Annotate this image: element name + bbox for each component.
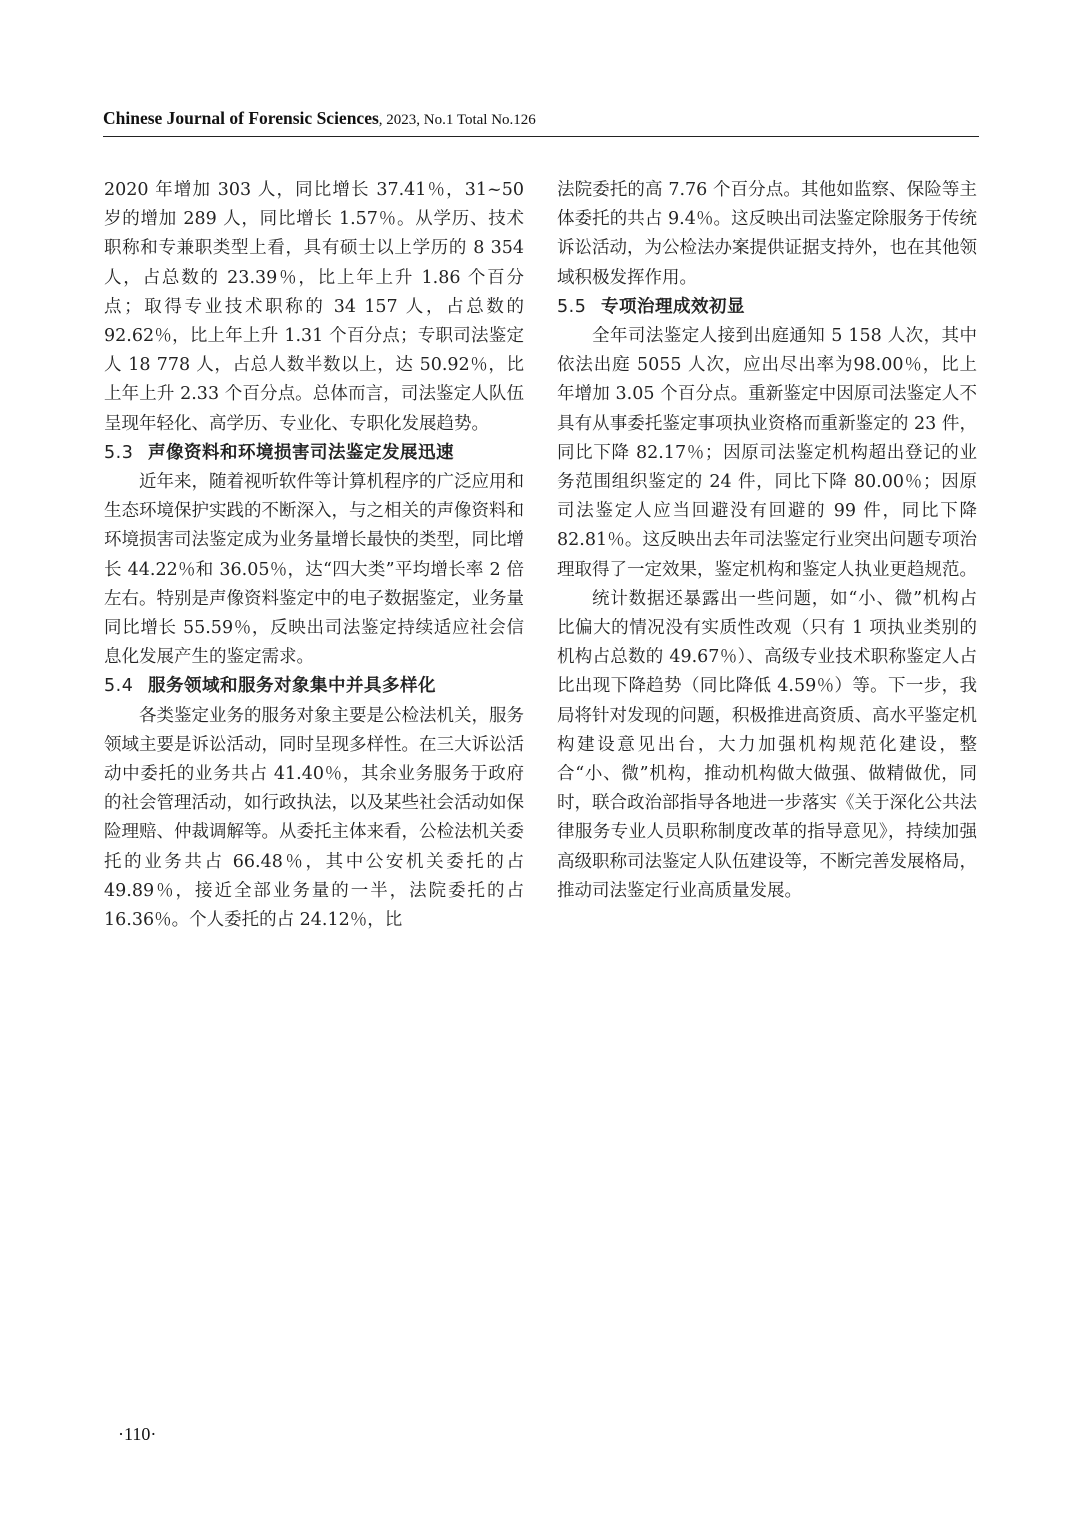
paragraph: 近年来，随着视听软件等计算机程序的广泛应用和生态环境保护实践的不断深入，与之相关的声像资料和环境损害司法鉴定成为业务量增长最快的类型，同比增长 44.22％和 36.05％，达“四大类”平均增长率 2 倍左右。特别是声像资料鉴定中的电子数据鉴定，业务量同比增长 55.59％，反映出司法鉴定持续适应社会信息化发展产生的鉴定需求。: [104, 472, 524, 668]
section-title: 服务领域和服务对象集中并具多样化: [148, 676, 436, 697]
section-title: 专项治理成效初显: [601, 296, 745, 317]
section-heading-5-3: [104, 439, 524, 468]
left-column: [104, 176, 524, 935]
section-title: 声像资料和环境损害司法鉴定发展迅速: [148, 442, 454, 463]
paragraph: 全年司法鉴定人接到出庭通知 5 158 人次，其中依法出庭 5055 人次，应出尽出率为98.00％，比上年增加 3.05 个百分点。重新鉴定中因原司法鉴定人不具有从事委托鉴定事项执业资格而重新鉴定的 23 件，同比下降 82.17％；因原司法鉴定机构超出登记的业务范围组织鉴定的 24 件，同比下降 80.00％；因原司法鉴定人应当回避没有回避的 99 件，同比下降 82.81％。这反映出去年司法鉴定行业突出问题专项治理取得了一定效果，鉴定机构和鉴定人执业更趋规范。: [557, 326, 977, 580]
section-number: 5.3: [104, 442, 134, 463]
right-column: [557, 176, 977, 906]
paragraph: 各类鉴定业务的服务对象主要是公检法机关，服务领域主要是诉讼活动，同时呈现多样性。在三大诉讼活动中委托的业务共占 41.40％，其余业务服务于政府的社会管理活动，如行政执法，以及某些社会活动如保险理赔、仲裁调解等。从委托主体来看，公检法机关委托的业务共占 66.48％，其中公安机关委托的占 49.89％，接近全部业务量的一半，法院委托的占 16.36％。个人委托的占 24.12％，比: [104, 705, 524, 931]
page-number: ·110·: [118, 1424, 157, 1444]
section-heading-5-4: [104, 672, 524, 701]
section-number: 5.4: [104, 676, 134, 697]
journal-name: Chinese Journal of Forensic Sciences: [103, 108, 379, 128]
issue-info: , 2023, No.1 Total No.126: [378, 112, 536, 128]
paragraph: 2020 年增加 303 人，同比增长 37.41％，31~50 岁的增加 289 人，同比增长 1.57％。从学历、技术职称和专兼职类型上看，具有硕士以上学历的 8 354 人，占总数的 23.39％，比上年上升 1.86 个百分点；取得专业技术职称的 34 157 人，占总数的 92.62％，比上年上升 1.31 个百分点；专职司法鉴定人 18 778 人，占总人数半数以上，达 50.92％，比上年上升 2.33 个百分点。总体而言，司法鉴定人队伍呈现年轻化、高学历、专业化、专职化发展趋势。: [104, 180, 524, 434]
section-number: 5.5: [557, 296, 587, 317]
paragraph: 法院委托的高 7.76 个百分点。其他如监察、保险等主体委托的共占 9.4％。这反映出司法鉴定除服务于传统诉讼活动，为公检法办案提供证据支持外，也在其他领域积极发挥作用。: [557, 180, 977, 288]
paragraph: 统计数据还暴露出一些问题，如“小、微”机构占比偏大的情况没有实质性改观（只有 1 项执业类别的机构占总数的 49.67％）、高级专业技术职称鉴定人占比出现下降趋势（同比降低 4.59％）等。下一步，我局将针对发现的问题，积极推进高资质、高水平鉴定机构建设意见出台，大力加强机构规范化建设，整合“小、微”机构，推动机构做大做强、做精做优，同时，联合政治部指导各地进一步落实《关于深化公共法律服务专业人员职称制度改革的指导意见》，持续加强高级职称司法鉴定人队伍建设等，不断完善发展格局，推动司法鉴定行业高质量发展。: [557, 588, 977, 901]
section-heading-5-5: [557, 293, 977, 322]
running-header: [103, 106, 979, 137]
